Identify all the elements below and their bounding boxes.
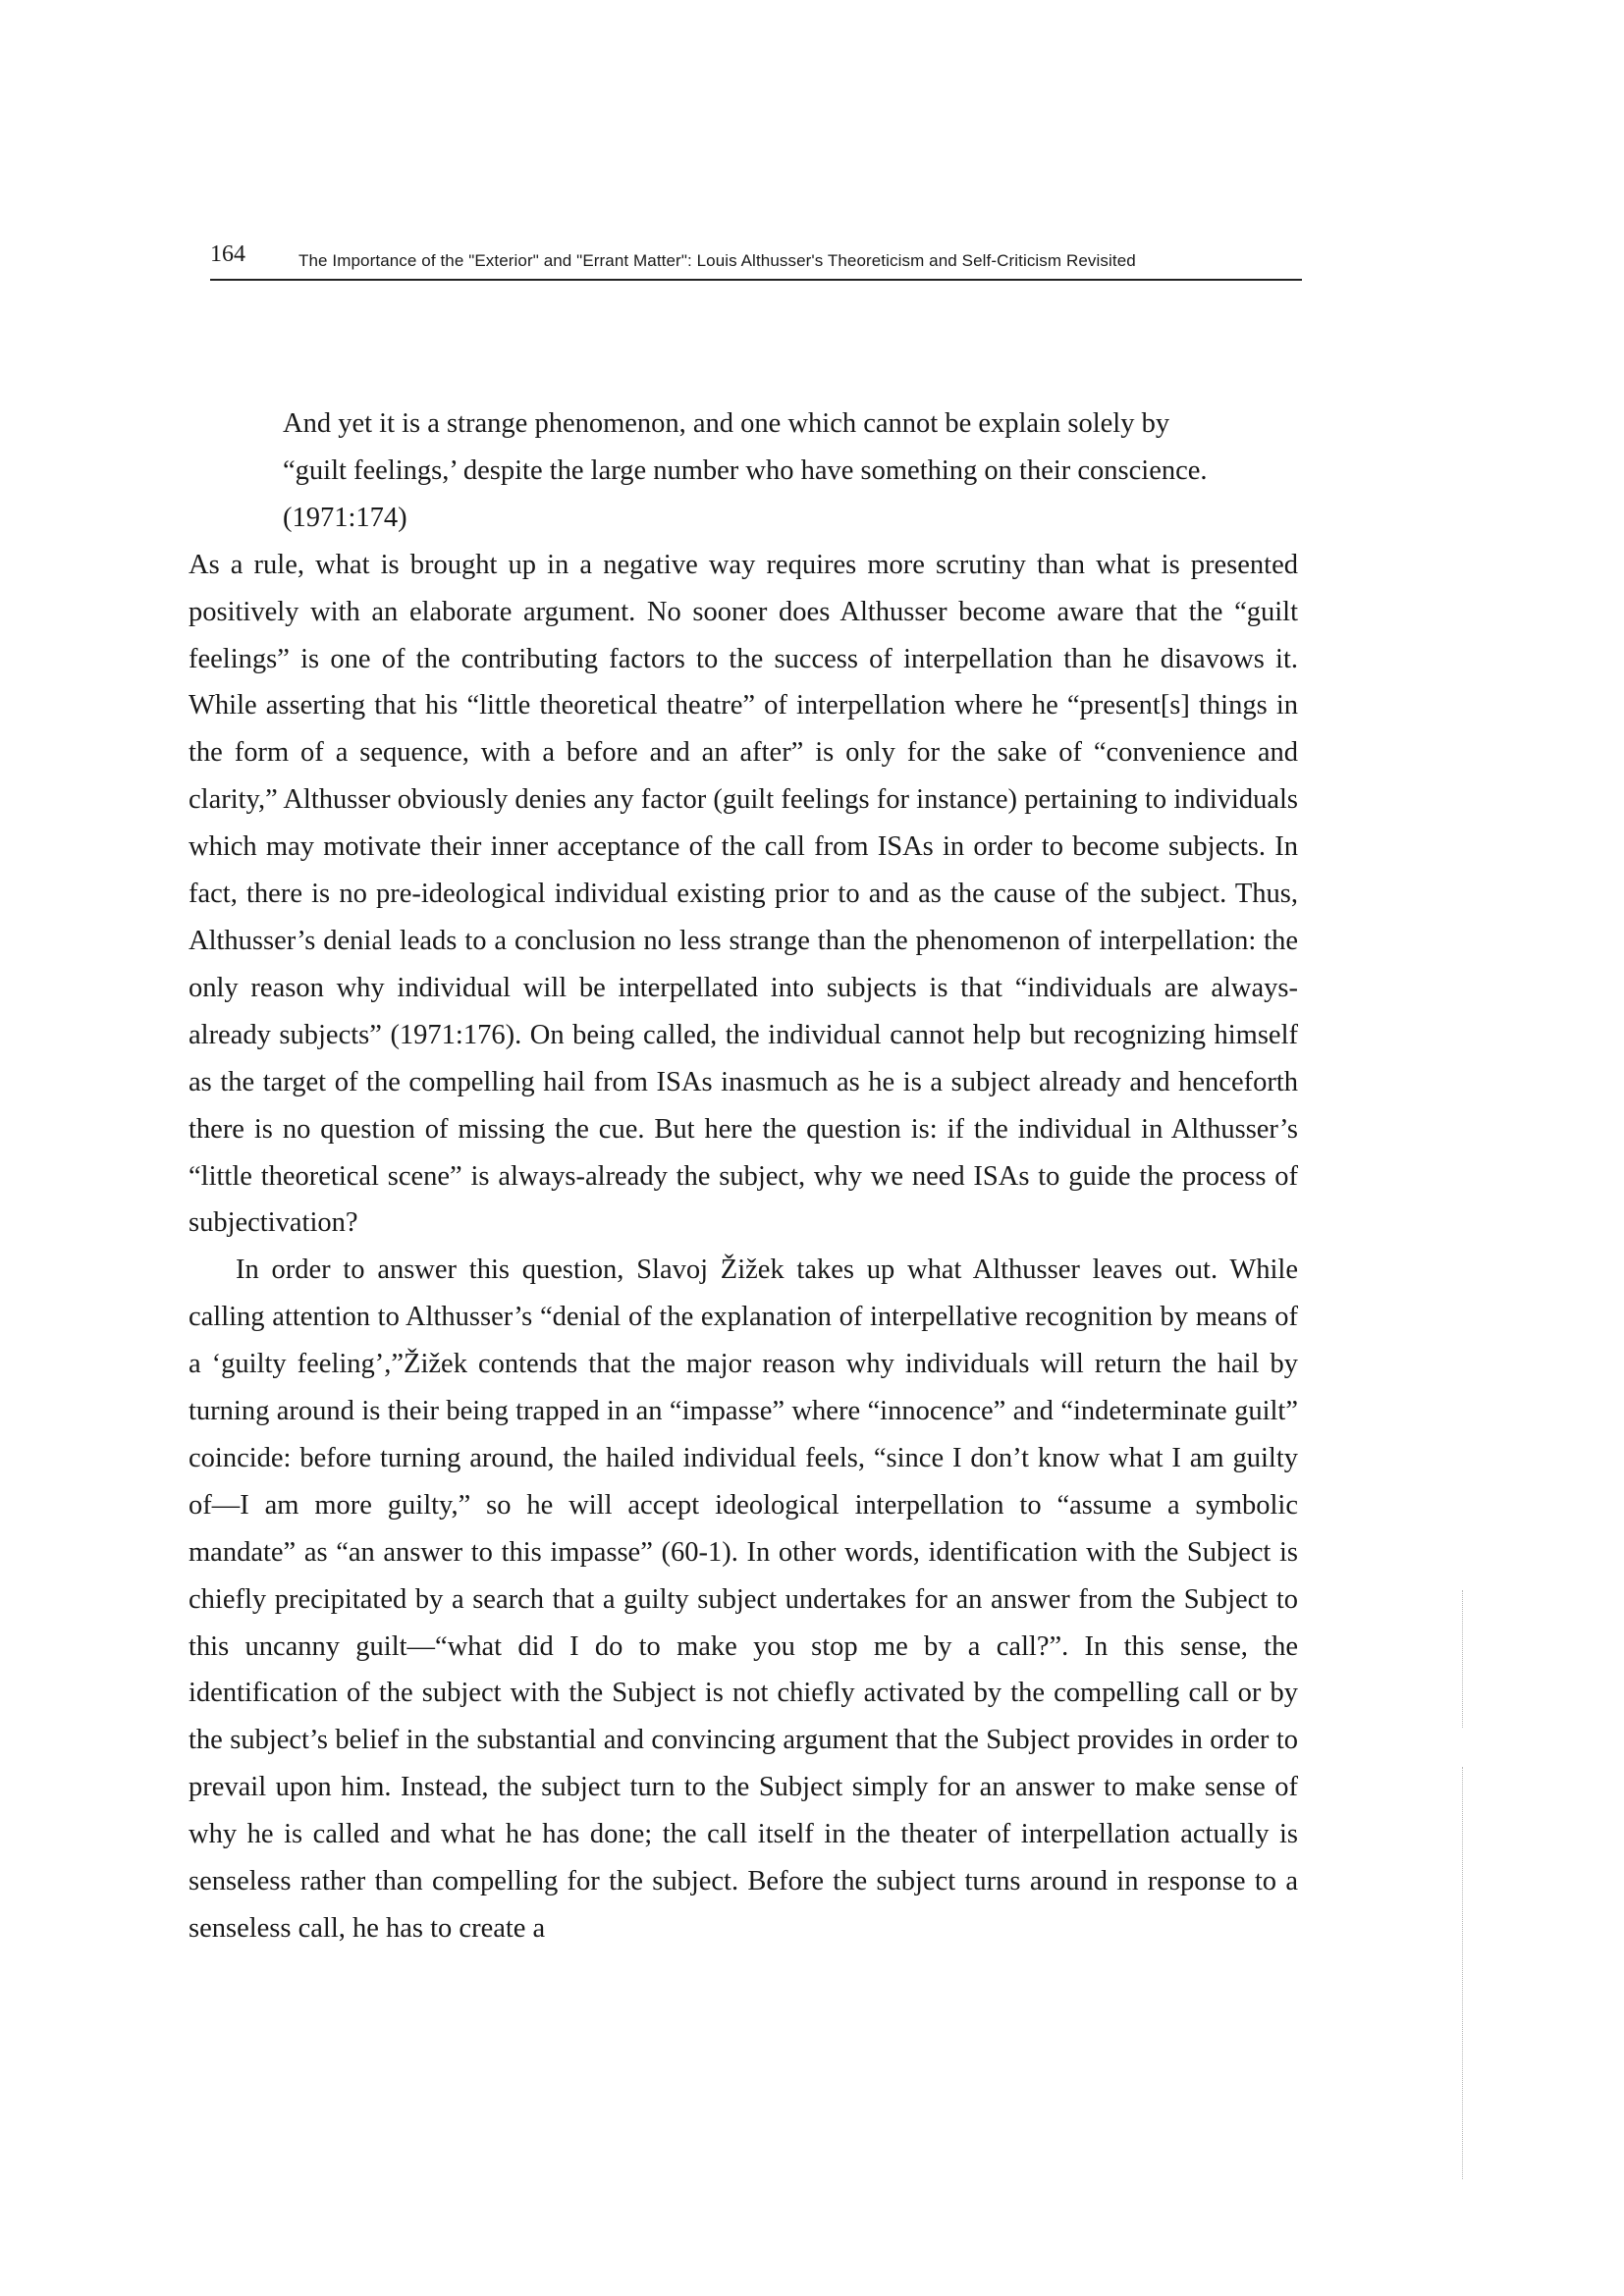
- scan-margin-mark: [1462, 1767, 1463, 2179]
- page-number: 164: [210, 241, 245, 267]
- running-title: The Importance of the "Exterior" and "Errant Matter": Louis Althusser's Theoreticism and Self-Criticism Revisited: [298, 251, 1136, 270]
- paragraph-2: In order to answer this question, Slavoj Žižek takes up what Althusser leaves out. While calling attention to Althusser’s “denial of the explanation of interpellative recognition by means of a ‘guilty feeling’,”Žižek contends that the major reason why individuals will return the hail by turning around is their being trapped in an “impasse” where “innocence” and “indeterminate guilt” coincide: before turning around, the hailed individual feels, “since I don’t know what I am guilty of—I am more guilty,” so he will accept ideological interpellation to “assume a symbolic mandate” as “an answer to this impasse” (60-1). In other words, identification with the Subject is chiefly precipitated by a search that a guilty subject undertakes for an answer from the Subject to this uncanny guilt—“what did I do to make you stop me by a call?”. In this sense, the identification of the subject with the Subject is not chiefly activated by the compelling call or by the subject’s belief in the substantial and convincing argument that the Subject provides in order to prevail upon him. Instead, the subject turn to the Subject simply for an answer to make sense of why he is called and what he has done; the call itself in the theater of interpellation actually is senseless rather than compelling for the subject. Before the subject turns around in response to a senseless call, he has to create a: [189, 1255, 1298, 1944]
- running-header: [210, 240, 1302, 281]
- paragraph-1: As a rule, what is brought up in a negative way requires more scrutiny than what is presented positively with an elaborate argument. No sooner does Althusser become aware that the “guilt feelings” is one of the contributing factors to the success of interpellation than he disavows it. While asserting that his “little theoretical theatre” of interpellation where he “present[s] things in the form of a sequence, with a before and an after” is only for the sake of “convenience and clarity,” Althusser obviously denies any factor (guilt feelings for instance) pertaining to individuals which may motivate their inner acceptance of the call from ISAs in order to become subjects. In fact, there is no pre-ideological individual existing prior to and as the cause of the subject. Thus, Althusser’s denial leads to a conclusion no less strange than the phenomenon of interpellation: the only reason why individual will be interpellated into subjects is that “individuals are always-already subjects” (1971:176). On being called, the individual cannot help but recognizing himself as the target of the compelling hail from ISAs inasmuch as he is a subject already and henceforth there is no question of missing the cue. But here the question is: if the individual in Althusser’s “little theoretical scene” is always-already the subject, why we need ISAs to guide the process of subjectivation?: [189, 549, 1298, 1239]
- block-quote: And yet it is a strange phenomenon, and one which cannot be explain solely by “guilt feelings,’ despite the large number who have something on their conscience. (1971:174): [283, 408, 1208, 533]
- scan-margin-mark: [1462, 1590, 1463, 1728]
- body-text: [189, 400, 1298, 1952]
